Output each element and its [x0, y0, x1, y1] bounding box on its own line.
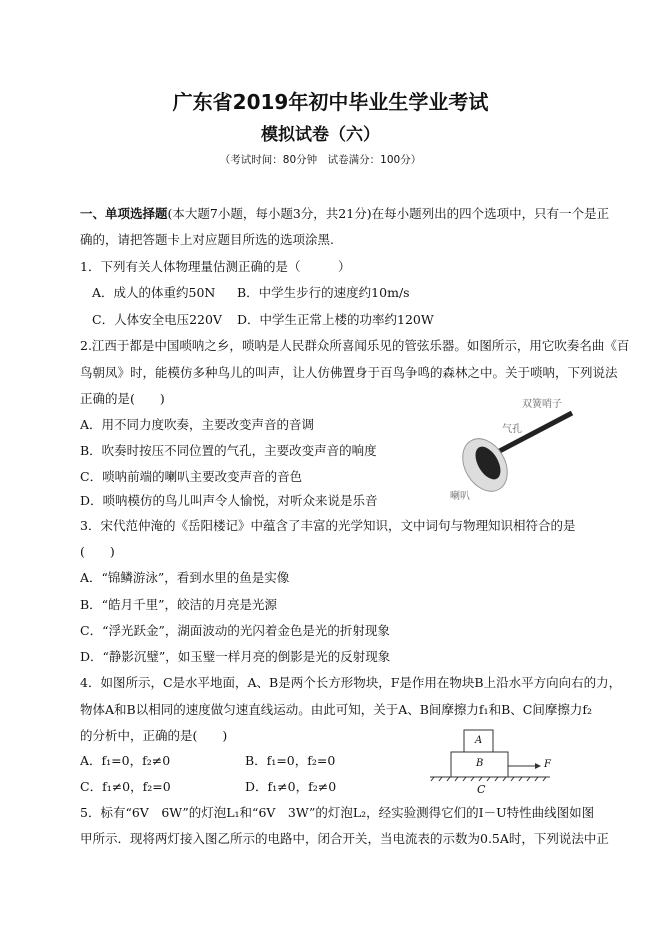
- q2-stem-1: 2.江西于都是中国唢呐之乡，唢呐是人民群众所喜闻乐见的管弦乐器。如图所示，用它吹奏名曲《百: [80, 338, 630, 353]
- section-desc: (本大题7小题，每小题3分，共21分)在每小题列出的四个选项中，只有一个是正: [167, 206, 610, 221]
- q4-options-cd: [80, 779, 337, 795]
- q1-options-cd: [92, 312, 434, 328]
- q4-option-c: C．f₁≠0，f₂=0: [80, 779, 171, 794]
- force-f-label: F: [544, 759, 551, 770]
- exam-subtitle: 模拟试卷（六）: [261, 125, 380, 145]
- q5-stem-1: 5．标有“6V 6W”的灯泡L₁和“6V 3W”的灯泡L₂，经实验测得它们的I－U特性曲线图如图: [80, 805, 595, 820]
- section-label: 一、单项选择题: [80, 206, 168, 221]
- q4-option-a: A．f₁=0，f₂≠0: [80, 753, 171, 768]
- q3-option-b: B．“皓月千里”，皎洁的月亮是光源: [80, 597, 277, 612]
- q2-option-c: C．唢呐前端的喇叭主要改变声音的音色: [80, 469, 303, 484]
- suona-figure: [440, 395, 580, 505]
- q1-option-c: C．人体安全电压220V: [92, 312, 222, 327]
- q2-option-d: D．唢呐模仿的鸟儿叫声令人愉悦，对听众来说是乐音: [80, 493, 378, 508]
- hole-label: 气孔: [502, 424, 522, 435]
- exam-title: 广东省2019年初中毕业生学业考试: [172, 90, 489, 114]
- q4-stem-3: 的分析中，正确的是( ): [80, 728, 228, 743]
- q5-stem-2: 甲所示．现将两灯接入图乙所示的电路中，闭合开关，当电流表的示数为0.5A时，下列说法中正: [80, 831, 609, 846]
- section-desc-2: 确的，请把答题卡上对应题目所选的选项涂黑.: [80, 232, 334, 247]
- q2-option-a: A．用不同力度吹奏，主要改变声音的音调: [80, 417, 315, 432]
- block-a-label: A: [475, 735, 483, 746]
- q4-option-d: D．f₁≠0，f₂≠0: [245, 779, 337, 794]
- q4-stem-2: 物体A和B以相同的速度做匀速直线运动。由此可知，关于A、B间摩擦力f₁和B、C间摩擦力f₂: [80, 702, 592, 717]
- q3-stem-1: 3．宋代范仲淹的《岳阳楼记》中蕴含了丰富的光学知识，文中词句与物理知识相符合的是: [80, 518, 576, 533]
- q4-options-ab: [80, 753, 336, 769]
- ground-c-label: C: [477, 783, 486, 796]
- block-b-label: B: [476, 758, 484, 769]
- q1-options-ab: [92, 285, 410, 301]
- section-heading: [80, 206, 609, 222]
- q4-stem-1: 4．如图所示，C是水平地面，A、B是两个长方形物块，F是作用在物块B上沿水平方向向右的力，: [80, 675, 622, 690]
- q2-option-b: B．吹奏时按压不同位置的气孔，主要改变声音的响度: [80, 443, 377, 458]
- q3-option-d: D．“静影沉璧”，如玉璧一样月亮的倒影是光的反射现象: [80, 649, 391, 664]
- q1-option-b: B．中学生步行的速度约10m/s: [237, 285, 410, 300]
- q2-stem-2: 鸟朝凤》时，能模仿多种鸟儿的叫声，让人仿佛置身于百鸟争鸣的森林之中。关于唢呐，下列说法: [80, 365, 618, 380]
- blocks-figure: [420, 728, 580, 798]
- q1-stem: 1．下列有关人体物理量估测正确的是（ ）: [80, 259, 351, 274]
- reed-label: 双簧哨子: [522, 399, 562, 410]
- bell-label: 喇叭: [450, 491, 470, 502]
- q3-option-a: A．“锦鳞游泳”，看到水里的鱼是实像: [80, 570, 290, 585]
- q2-stem-3: 正确的是( ): [80, 391, 165, 406]
- q1-option-d: D．中学生正常上楼的功率约120W: [237, 312, 434, 327]
- exam-info: （考试时间：80分钟 试卷满分：100分）: [219, 154, 422, 166]
- q3-option-c: C．“浮光跃金”，湖面波动的光闪着金色是光的折射现象: [80, 623, 390, 638]
- q4-option-b: B．f₁=0，f₂=0: [245, 753, 336, 768]
- q3-stem-2: ( ): [80, 544, 115, 559]
- q1-option-a: A．成人的体重约50N: [92, 285, 216, 300]
